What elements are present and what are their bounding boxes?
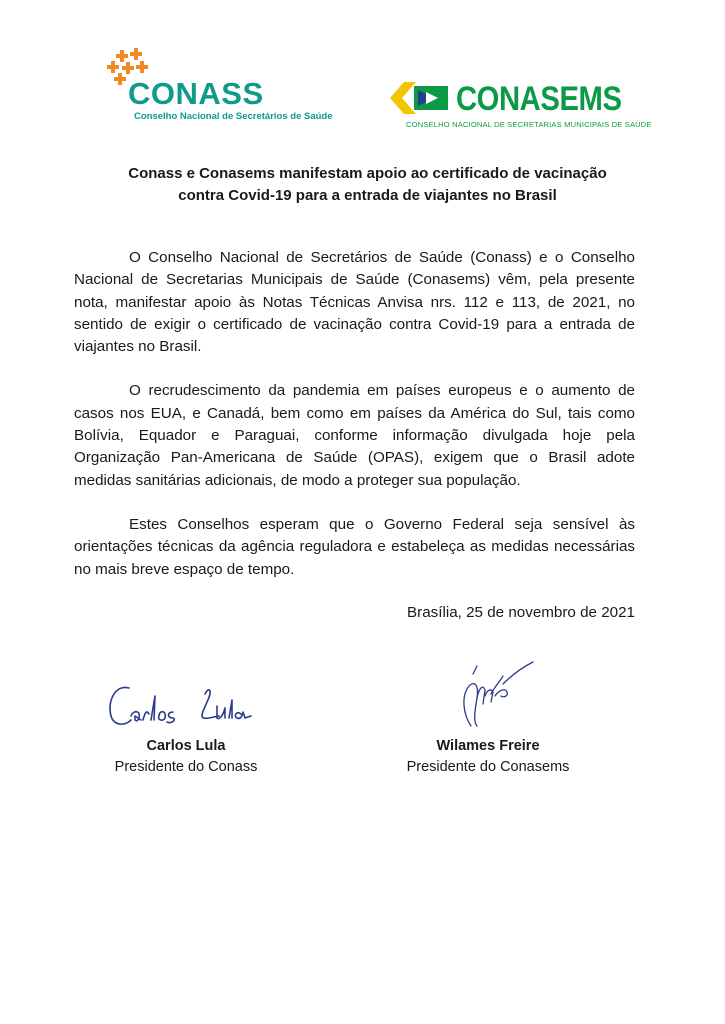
- signer-role: Presidente do Conass: [114, 759, 258, 775]
- document-title: [60, 163, 675, 207]
- title-line: contra Covid-19 para a entrada de viajantes no Brasil: [178, 187, 557, 204]
- conasems-tagline: CONSELHO NACIONAL DE SECRETARIAS MUNICIPAIS DE SAÚDE: [406, 120, 652, 129]
- signer-role: Presidente do Conasems: [406, 759, 570, 775]
- body-paragraph: Estes Conselhos esperam que o Governo Federal seja sensível às orientações técnicas da agência reguladora e estabeleça as medidas necessárias no mais breve espaço de tempo.: [74, 515, 635, 578]
- conasems-logo: [388, 80, 652, 134]
- handwritten-signature-wilames-freire: [433, 656, 543, 736]
- body-paragraph: O recrudescimento da pandemia em países europeus e o aumento de casos nos EUA, e Canadá, bem como em países da América do Sul, tais como Bolívia, Equador e Paraguai, conforme informação divulgada hoje pela Organização Pan-Americana de Saúde (OPAS), exigem que o Brasil adote medidas sanitárias adicionais, de modo a proteger sua população.: [74, 382, 635, 489]
- conass-tagline: Conselho Nacional de Secretários de Saúde: [134, 111, 333, 122]
- conass-wordmark: CONASS: [128, 76, 264, 111]
- conasems-flag-icon: [388, 80, 450, 116]
- signature-block-conass: [76, 676, 296, 778]
- signer-name: Carlos Lula: [146, 738, 226, 754]
- conass-logo: [104, 48, 344, 128]
- signature-block-conasems: [388, 656, 588, 778]
- signer-name: Wilames Freire: [436, 738, 540, 754]
- title-line: Conass e Conasems manifestam apoio ao certificado de vacinação: [128, 165, 607, 182]
- handwritten-signature-carlos-lula: [101, 676, 271, 736]
- document-body: [74, 247, 635, 603]
- conasems-wordmark: CONASEMS: [456, 80, 622, 118]
- body-paragraph: O Conselho Nacional de Secretários de Saúde (Conass) e o Conselho Nacional de Secretarias Municipais de Saúde (Conasems) vêm, pela presente nota, manifestar apoio às Notas Técnicas Anvisa nrs. 112 e 113, de 2021, no sentido de exigir o certificado de vacinação contra Covid-19 para a entrada de viajantes no Brasil.: [74, 249, 635, 356]
- document-date: Brasília, 25 de novembro de 2021: [407, 604, 635, 621]
